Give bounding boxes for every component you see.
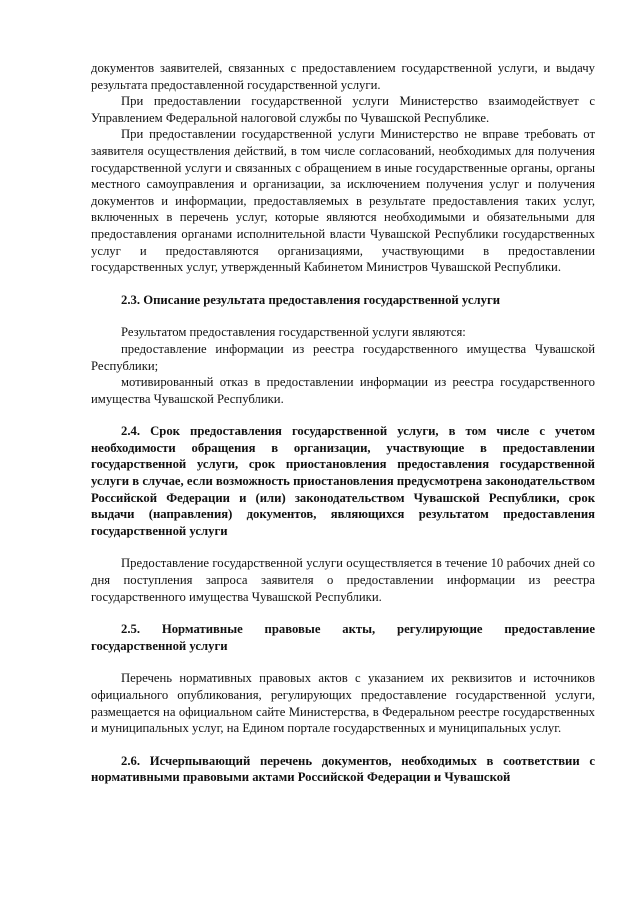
paragraph-result-intro: Результатом предоставления государственной услуги являются: bbox=[121, 325, 466, 340]
section-heading-2-4: 2.4. Срок предоставления государственной услуги, в том числе с учетом необходимости обращения в организации, участвующие в предоставлении государственной услуги, срок приостановления предоставления государственной услуги в случае, если возможность приостановления предусмотрена законодательством Российской Федерации и (или) законодательством Чувашской Республики, срок выдачи (направления) документов, являющихся результатом предоставления государственной услуги bbox=[91, 424, 595, 538]
paragraph-interaction: При предоставлении государственной услуги Министерство взаимодействует с Управлением Федеральной налоговой службы по Чувашской Республике. bbox=[91, 94, 595, 125]
section-heading-2-3: 2.3. Описание результата предоставления государственной услуги bbox=[121, 292, 501, 307]
paragraph-restrictions: При предоставлении государственной услуги Министерство не вправе требовать от заявителя осуществления действий, в том числе согласований, необходимых для получения государственной услуги и связанных с обращением в иные государственные органы, органы местного самоуправления и организации, за исключением получения услуг и получения документов и информации, предоставляемых в результате предоставления таких услуг, включенных в перечень услуг, которые являются необходимыми и обязательными для предоставления органами исполнительной власти Чувашской Республики государственных услуг и предоставляются организациями, участвующими в предоставлении государственных услуг, утвержденный Кабинетом Министров Чувашской Республики. bbox=[91, 127, 595, 275]
paragraph-term: Предоставление государственной услуги осуществляется в течение 10 рабочих дней со дня поступления запроса заявителя о предоставлении информации из реестра государственного имущества Чувашской Республики. bbox=[91, 556, 595, 604]
paragraph-legal-acts: Перечень нормативных правовых актов с указанием их реквизитов и источников официального опубликования, регулирующих предоставление государственной услуги, размещается на официальном сайте Министерства, в Федеральном реестре государственных и муниципальных услуг, на Едином портале государственных и муниципальных услуг. bbox=[91, 671, 595, 736]
document-page bbox=[91, 60, 595, 786]
paragraph-result-refusal: мотивированный отказ в предоставлении информации из реестра государственного имущества Чувашской Республики. bbox=[91, 375, 595, 406]
section-heading-2-6: 2.6. Исчерпывающий перечень документов, необходимых в соответствии с нормативными правовыми актами Российской Федерации и Чувашской bbox=[91, 753, 595, 785]
paragraph-result-info: предоставление информации из реестра государственного имущества Чувашской Республики; bbox=[91, 341, 595, 373]
paragraph-continuation: документов заявителей, связанных с предоставлением государственной услуги, и выдачу результата предоставленной государственной услуги. bbox=[91, 61, 595, 92]
section-heading-2-5: 2.5. Нормативные правовые акты, регулирующие предоставление государственной услуги bbox=[91, 622, 595, 653]
